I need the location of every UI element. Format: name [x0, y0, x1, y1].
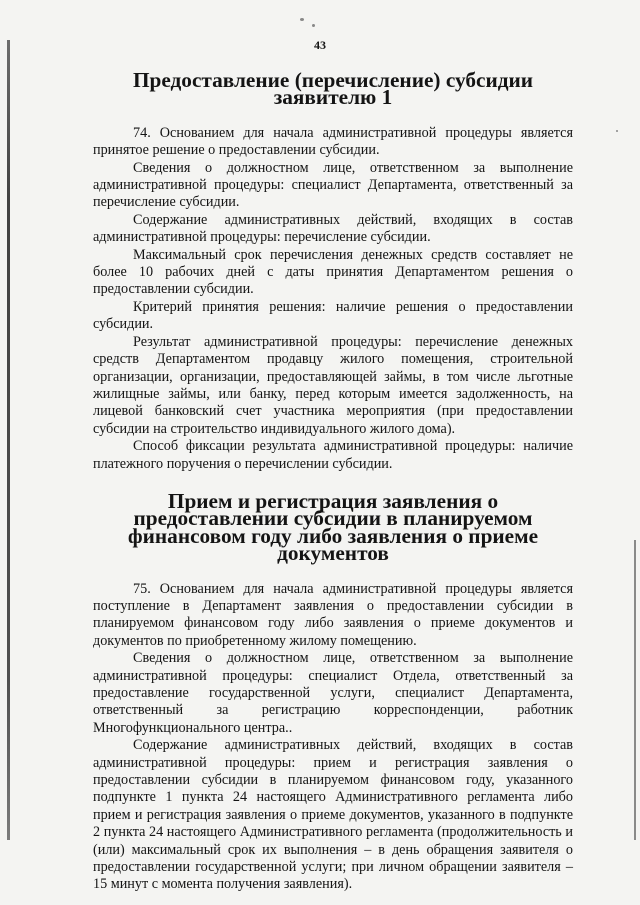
scan-speck — [616, 130, 618, 132]
paragraph: Сведения о должностном лице, ответственном за выполнение административной процедуры: специалист Отдела, ответственный за предоставление государственной услуги, специалист Департамента, ответственный за регистрацию корреспонденции, работник Многофункционального центра.. — [93, 650, 573, 736]
paragraph: Максимальный срок перечисления денежных средств составляет не более 10 рабочих дней с даты принятия Департаментом решения о предоставлении субсидии. — [93, 246, 573, 298]
scan-edge-left — [7, 40, 10, 840]
paragraph: Сведения о должностном лице, ответственном за выполнение административной процедуры: специалист Департамента, ответственный за перечисление субсидии. — [93, 159, 573, 211]
paragraph: Содержание административных действий, входящих в состав административной процедуры: прием и регистрация заявления о предоставлении субсидии в планируемом финансовом году, указанного подпункте 1 пункта 24 настоящего Административного регламента либо прием и регистрация заявления о приеме документов, указанного в подпункте 2 пункта 24 настоящего Административного регламента (продолжительность и (или) максимальный срок их выполнения – в день обращения заявителя о предоставлении государственной услуги; при личном обращении заявителя – 15 минут с момента получения заявления). — [93, 737, 573, 893]
paragraph: Результат административной процедуры: перечисление денежных средств Департаментом продавцу жилого помещения, строительной организации, организации, предоставляющей займы, в том числе льготные жилищные займы, или банку, перед которым имеется задолженность, на лицевой банковский счет участника мероприятия (при предоставлении субсидии на строительство индивидуального жилого дома). — [93, 333, 573, 437]
page-number: 43 — [314, 38, 326, 52]
scan-speck — [300, 18, 304, 21]
section-application-registration — [93, 488, 573, 894]
paragraph: Содержание административных действий, входящих в состав административной процедуры: перечисление субсидии. — [93, 211, 573, 246]
paragraph: Способ фиксации результата административной процедуры: наличие платежного поручения о перечислении субсидии. — [93, 438, 573, 472]
scan-speck — [312, 24, 315, 27]
section-subsidy-payment — [93, 68, 573, 473]
section-heading: Предоставление (перечисление) субсидии заявителю 1 — [132, 68, 534, 110]
scan-edge-right — [634, 540, 636, 840]
section-heading: Прием и регистрация заявления о предоставлении субсидии в планируемом финансовом году либо заявления о приеме документов — [127, 488, 539, 566]
paragraph: Критерий принятия решения: наличие решения о предоставлении субсидии. — [93, 298, 573, 333]
document-body — [93, 68, 573, 894]
paragraph: 75. Основанием для начала административной процедуры является поступление в Департамент заявления о предоставлении субсидии в планируемом финансовом году либо заявления о приеме документов и документов по приобретенному жилому помещению. — [93, 580, 573, 649]
paragraph: 74. Основанием для начала административной процедуры является принятое решение о предоставлении субсидии. — [93, 124, 573, 159]
